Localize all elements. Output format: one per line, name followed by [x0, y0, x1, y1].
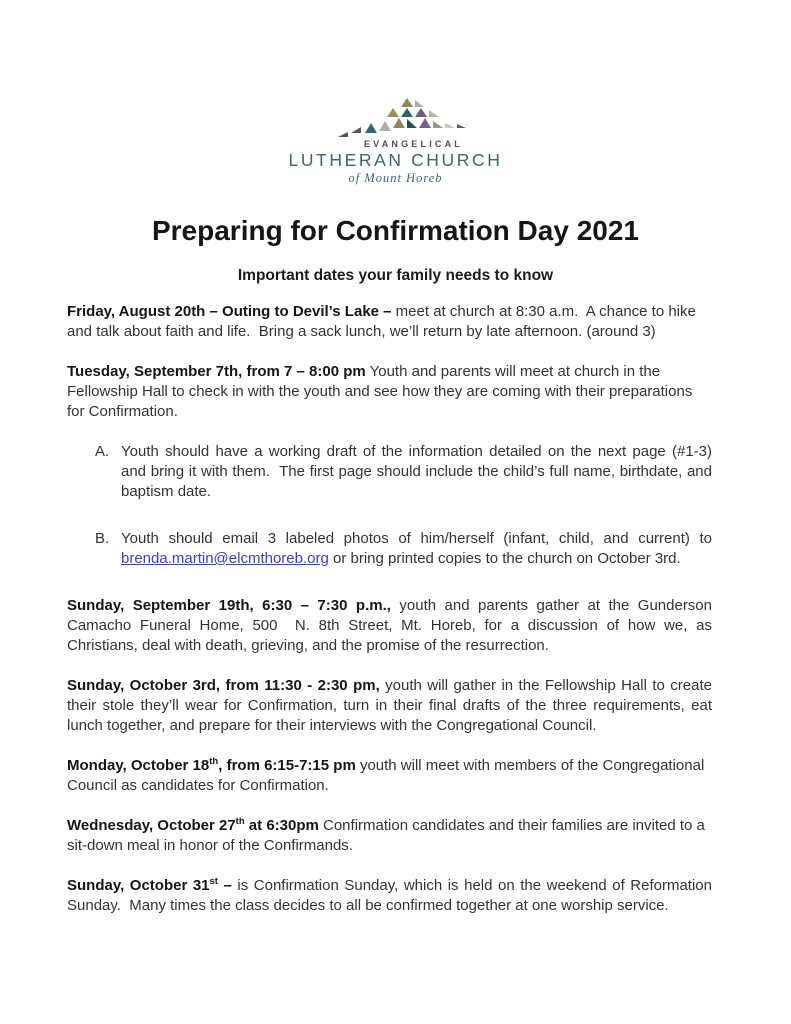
ordinal-suffix: th	[235, 815, 245, 827]
paragraph	[67, 596, 712, 656]
logo-location: of Mount Horeb	[348, 170, 443, 185]
list-item-text	[121, 442, 712, 502]
event-date-bold: Friday, August 20th – Outing to Devil’s Lake –	[67, 302, 392, 320]
event-date-bold: Sunday, October 3rd, from 11:30 - 2:30 pm,	[67, 676, 380, 694]
document-body	[67, 302, 712, 916]
event-date-bold: Monday, October 18	[67, 756, 210, 774]
event-date-bold: –	[217, 876, 232, 894]
body-text: or bring printed copies to the church on October 3rd.	[328, 549, 681, 567]
logo-evangelical-text: EVANGELICAL	[363, 139, 464, 149]
paragraph	[67, 302, 712, 342]
logo-mountain-icon	[333, 95, 471, 137]
email-link[interactable]: brenda.martin@elcmthoreb.org	[121, 549, 329, 567]
body-text: Youth should email 3 labeled photos of him/herself (infant, child, and current) to	[121, 529, 712, 547]
event-date-bold: at 6:30pm	[244, 816, 319, 834]
ordinal-suffix: st	[209, 875, 218, 887]
church-logo	[0, 95, 791, 184]
event-date-bold: Sunday, September 19th, 6:30 – 7:30 p.m.,	[67, 596, 391, 614]
event-date-bold: Sunday, October 31	[67, 876, 210, 894]
event-date-bold: , from 6:15-7:15 pm	[218, 756, 356, 774]
paragraph	[67, 676, 712, 736]
body-text: meet at church at 8:30 a.m. A chance to hike and talk about faith and life. Bring a sack lunch, we’ll return by late afternoon. (around 3)	[67, 302, 696, 340]
logo-church-name: LUTHERAN CHURCH	[288, 150, 503, 170]
paragraph	[67, 362, 712, 422]
body-text: youth and parents gather at the Gunderson Camacho Funeral Home, 500 N. 8th Street, Mt. Horeb, for a discussion of how we, as Christians, deal with death, grieving, and the promise of the resurrection.	[67, 596, 712, 654]
event-date-bold: Wednesday, October 27	[67, 816, 236, 834]
list-item	[67, 442, 712, 502]
list-item	[67, 529, 712, 569]
ordinal-suffix: th	[209, 755, 219, 767]
paragraph	[67, 816, 712, 856]
body-text: is Confirmation Sunday, which is held on the weekend of Reformation Sunday. Many times the class decides to all be confirmed together at one worship service.	[67, 876, 712, 914]
body-text: Youth and parents will meet at church in the Fellowship Hall to check in with the youth and see how they are coming with their preparations for Confirmation.	[67, 362, 693, 420]
list-item-text	[121, 529, 712, 569]
body-text: Confirmation candidates and their families are invited to a sit-down meal in honor of the Confirmands.	[67, 816, 705, 854]
body-text: youth will meet with members of the Congregational Council as candidates for Confirmation.	[67, 756, 705, 794]
page-title: Preparing for Confirmation Day 2021	[151, 215, 639, 246]
paragraph	[67, 876, 712, 916]
page-subtitle: Important dates your family needs to know	[237, 266, 554, 284]
list-marker: B.	[95, 529, 110, 547]
paragraph	[67, 756, 712, 796]
event-date-bold: Tuesday, September 7th, from 7 – 8:00 pm	[67, 362, 366, 380]
list-marker: A.	[95, 442, 110, 460]
body-text: youth will gather in the Fellowship Hall to create their stole they’ll wear for Confirmation, turn in their final drafts of the three requirements, eat lunch together, and prepare for their interviews with the Congregational Council.	[67, 676, 712, 734]
body-text: Youth should have a working draft of the information detailed on the next page (#1-3) and bring it with them. The first page should include the child’s full name, birthdate, and baptism date.	[121, 442, 712, 500]
